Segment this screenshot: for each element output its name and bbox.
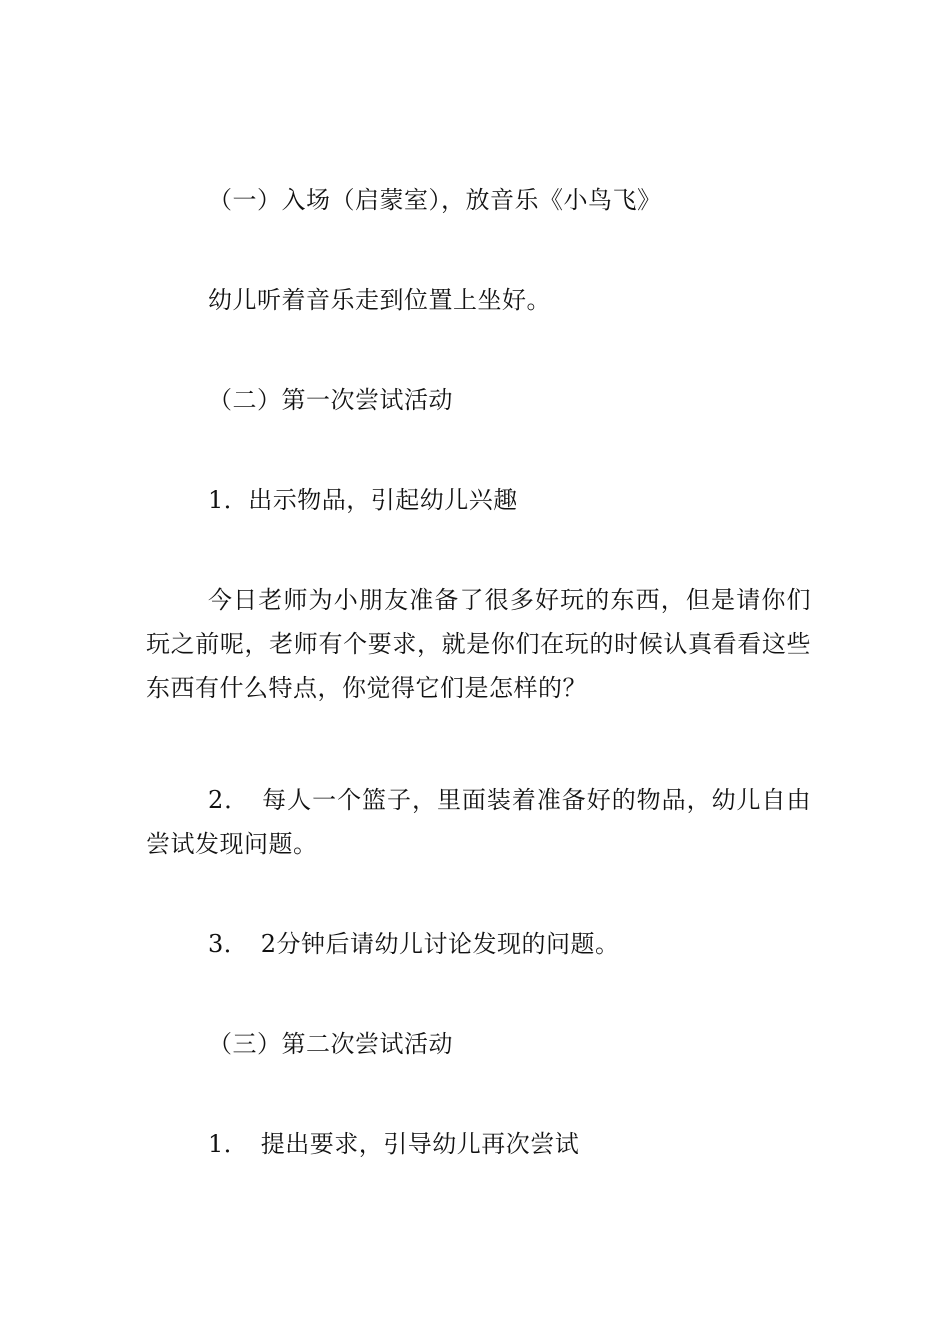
paragraph-baskets: 2． 每人一个篮子，里面装着准备好的物品，幼儿自由尝试发现问题。 [146, 786, 811, 858]
paragraph-teacher-intro: 今日老师为小朋友准备了很多好玩的东西，但是请你们玩之前呢，老师有个要求，就是你们在玩的时候认真看看这些东西有什么特点，你觉得它们是怎样的？ [146, 586, 811, 702]
section-heading-second-attempt: （三）第二次尝试活动 [208, 1030, 453, 1058]
item-heading-requirements: 1． 提出要求，引导幼儿再次尝试 [208, 1130, 580, 1158]
paragraph-entrance: 幼儿听着音乐走到位置上坐好。 [208, 286, 551, 314]
paragraph-discussion: 3． 2分钟后请幼儿讨论发现的问题。 [208, 930, 620, 958]
section-heading-entrance: （一）入场（启蒙室），放音乐《小鸟飞》 [208, 186, 662, 214]
item-heading-show-objects: 1．出示物品，引起幼儿兴趣 [208, 486, 518, 514]
section-heading-first-attempt: （二）第一次尝试活动 [208, 386, 453, 414]
